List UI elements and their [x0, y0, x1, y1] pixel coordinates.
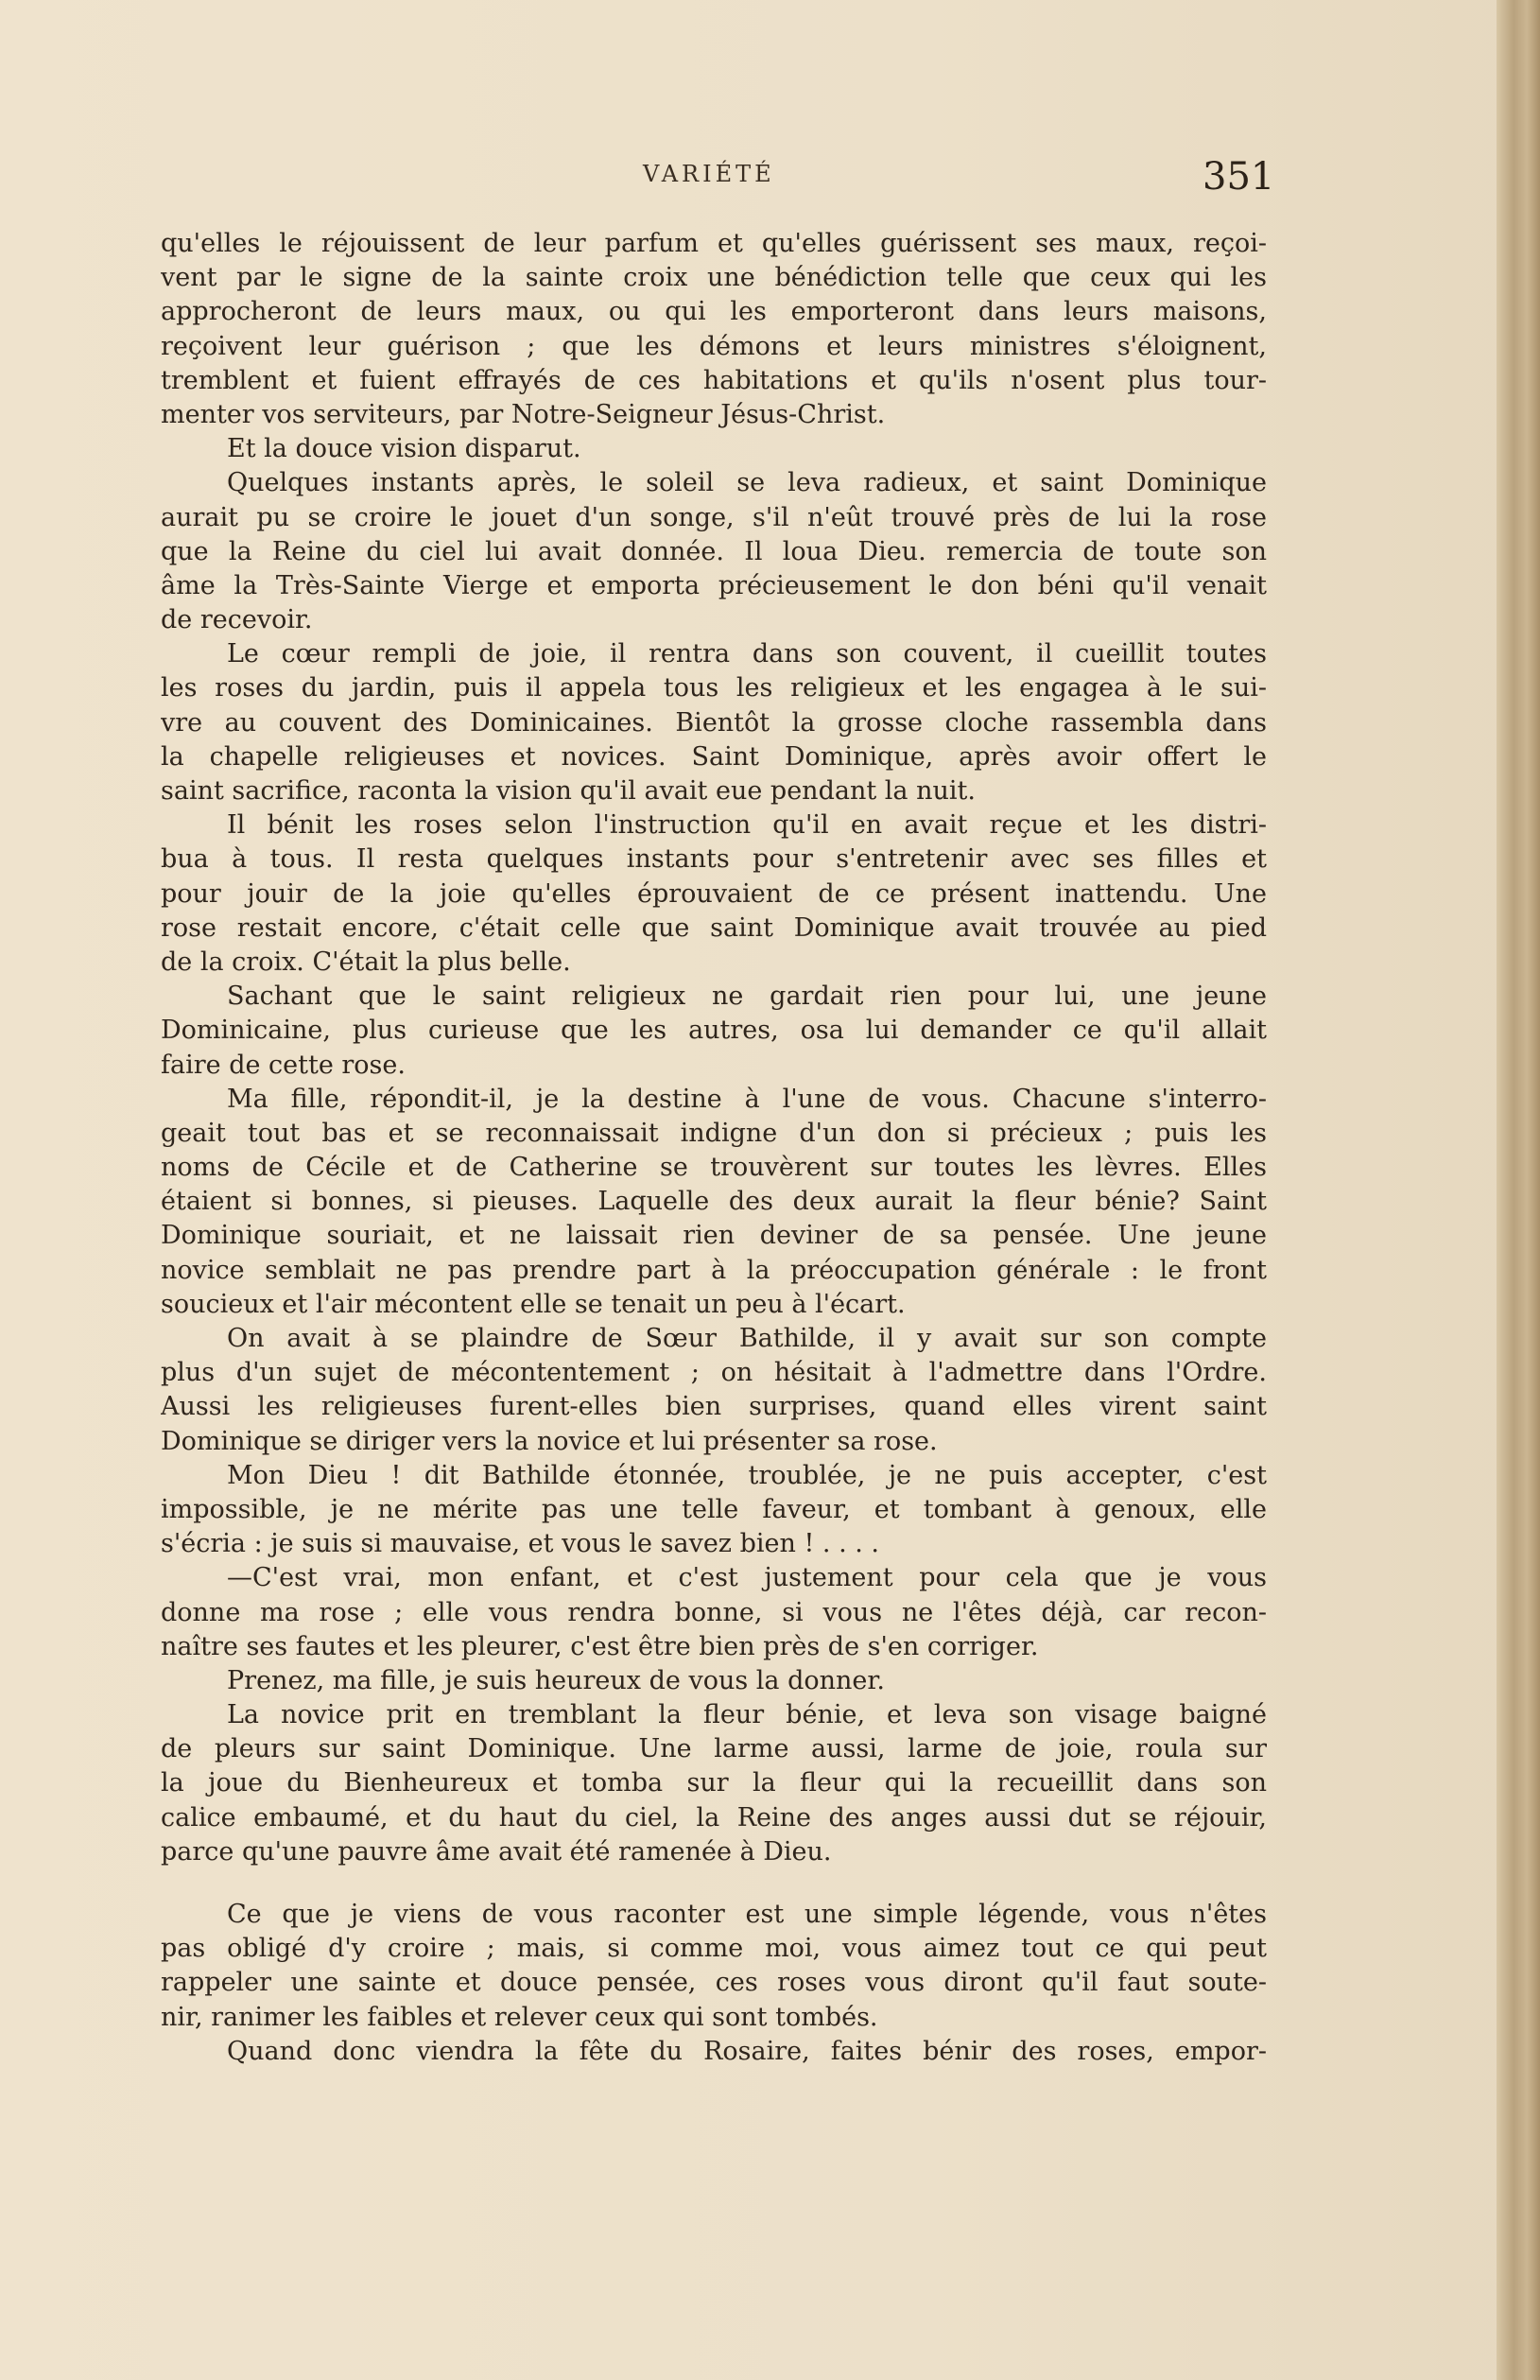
text-line: les roses du jardin, puis il appela tous les religieux et les engagea à le sui- [161, 673, 1267, 704]
text-line: Mon Dieu ! dit Bathilde étonnée, troublée, je ne puis accepter, c'est [227, 1460, 1267, 1490]
text-line: de la croix. C'était la plus belle. [161, 947, 571, 977]
text-line: reçoivent leur guérison ; que les démons et leurs ministres s'éloignent, [161, 331, 1267, 361]
text-line: novice semblait ne pas prendre part à la préoccupation générale : le front [161, 1255, 1267, 1285]
text-line: calice embaumé, et du haut du ciel, la Reine des anges aussi dut se réjouir, [161, 1802, 1267, 1833]
text-line: approcheront de leurs maux, ou qui les emporteront dans leurs maisons, [161, 297, 1267, 327]
text-line: Quelques instants après, le soleil se leva radieux, et saint Dominique [227, 468, 1267, 498]
text-line: Sachant que le saint religieux ne gardait rien pour lui, une jeune [227, 982, 1267, 1012]
text-line: nir, ranimer les faibles et relever ceux qui sont tombés. [161, 2002, 878, 2032]
text-line: Aussi les religieuses furent-elles bien surprises, quand elles virent saint [161, 1392, 1267, 1422]
section-gap [161, 1869, 1267, 1898]
text-line: saint sacrifice, raconta la vision qu'il avait eue pendant la nuit. [161, 776, 976, 806]
text-line: On avait à se plaindre de Sœur Bathilde, il y avait sur son compte [227, 1324, 1267, 1353]
text-line: pas obligé d'y croire ; mais, si comme moi, vous aimez tout ce qui peut [161, 1934, 1267, 1964]
text-line: Quand donc viendra la fête du Rosaire, faites bénir des roses, empor- [227, 2036, 1267, 2066]
text-line: Ma fille, répondit-il, je la destine à l'une de vous. Chacune s'interro- [227, 1084, 1267, 1114]
text-line: rose restait encore, c'était celle que saint Dominique avait trouvée au pied [161, 912, 1267, 943]
text-line: parce qu'une pauvre âme avait été ramenée à Dieu. [161, 1836, 832, 1867]
text-line: menter vos serviteurs, par Notre-Seigneur Jésus-Christ. [161, 399, 886, 429]
text-line: Il bénit les roses selon l'instruction qu'il en avait reçue et les distri- [227, 810, 1267, 841]
text-line: plus d'un sujet de mécontentement ; on hésitait à l'admettre dans l'Ordre. [161, 1358, 1267, 1388]
text-line: aurait pu se croire le jouet d'un songe, s'il n'eût trouvé près de lui la rose [161, 502, 1267, 532]
text-line: faire de cette rose. [161, 1050, 406, 1080]
text-line: Ce que je viens de vous raconter est une simple légende, vous n'êtes [227, 1900, 1267, 1929]
body-text [161, 227, 1267, 2069]
page-number: 351 [1203, 155, 1275, 199]
text-line: de recevoir. [161, 605, 313, 635]
text-line: Et la douce vision disparut. [227, 434, 581, 464]
text-line: La novice prit en tremblant la fleur bénie, et leva son visage baigné [227, 1700, 1267, 1730]
text-line: s'écria : je suis si mauvaise, et vous le savez bien ! . . . . [161, 1529, 879, 1559]
text-line: geait tout bas et se reconnaissait indigne d'un don si précieux ; puis les [161, 1118, 1267, 1148]
text-line: la chapelle religieuses et novices. Saint Dominique, après avoir offert le [161, 741, 1267, 772]
text-line: soucieux et l'air mécontent elle se tenait un peu à l'écart. [161, 1289, 906, 1319]
text-line: pour jouir de la joie qu'elles éprouvaient de ce présent inattendu. Une [161, 878, 1267, 909]
text-line: étaient si bonnes, si pieuses. Laquelle des deux aurait la fleur bénie? Saint [161, 1187, 1267, 1217]
text-line: impossible, je ne mérite pas une telle faveur, et tombant à genoux, elle [161, 1494, 1267, 1524]
text-line: vent par le signe de la sainte croix une bénédiction telle que ceux qui les [161, 263, 1267, 293]
text-line: bua à tous. Il resta quelques instants pour s'entretenir avec ses filles et [161, 844, 1267, 875]
text-line: la joue du Bienheureux et tomba sur la fleur qui la recueillit dans son [161, 1768, 1267, 1798]
text-line: donne ma rose ; elle vous rendra bonne, si vous ne l'êtes déjà, car recon- [161, 1597, 1267, 1627]
text-line: vre au couvent des Dominicaines. Bientôt la grosse cloche rassembla dans [161, 707, 1267, 738]
text-line: de pleurs sur saint Dominique. Une larme aussi, larme de joie, roula sur [161, 1734, 1267, 1764]
text-line: rappeler une sainte et douce pensée, ces roses vous diront qu'il faut soute- [161, 1968, 1267, 1998]
running-title: VARIÉTÉ [643, 161, 775, 187]
text-line: Dominique souriait, et ne laissait rien deviner de sa pensée. Une jeune [161, 1221, 1267, 1251]
text-line: tremblent et fuient effrayés de ces habitations et qu'ils n'osent plus tour- [161, 365, 1267, 395]
text-line: naître ses fautes et les pleurer, c'est être bien près de s'en corriger. [161, 1631, 1039, 1661]
text-line: —C'est vrai, mon enfant, et c'est justement pour cela que je vous [227, 1563, 1267, 1593]
text-line: qu'elles le réjouissent de leur parfum et qu'elles guérissent ses maux, reçoi- [161, 229, 1267, 258]
text-line: âme la Très-Sainte Vierge et emporta précieusement le don béni qu'il venait [161, 570, 1267, 600]
text-line: Le cœur rempli de joie, il rentra dans son couvent, il cueillit toutes [227, 639, 1267, 669]
text-line: Dominique se diriger vers la novice et lui présenter sa rose. [161, 1426, 938, 1456]
page-header [0, 155, 1540, 216]
text-line: noms de Cécile et de Catherine se trouvèrent sur toutes les lèvres. Elles [161, 1153, 1267, 1183]
text-line: que la Reine du ciel lui avait donnée. Il loua Dieu. remercia de toute son [161, 536, 1267, 566]
text-line: Prenez, ma fille, je suis heureux de vous la donner. [227, 1665, 885, 1695]
page-edge-binding [1497, 0, 1540, 2380]
text-line: Dominicaine, plus curieuse que les autres, osa lui demander ce qu'il allait [161, 1016, 1267, 1046]
